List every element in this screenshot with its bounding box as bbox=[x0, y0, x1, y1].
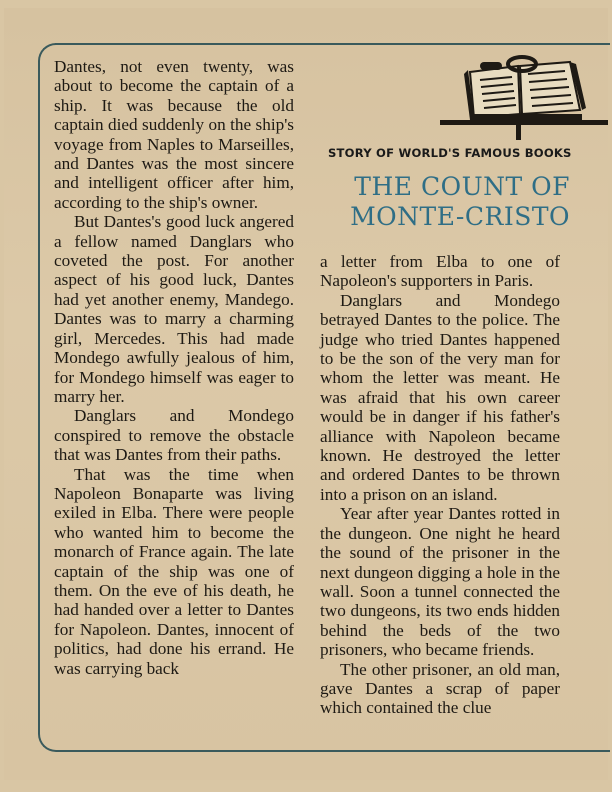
frame-border-left bbox=[38, 70, 40, 730]
title-line-2: MONTE-CRISTO bbox=[350, 202, 570, 231]
paragraph: Danglars and Mondego betrayed Dantes to the police. The judge who tried Dantes happened to be the son of the very man for whom the letter was meant. He was afraid that his own career would be in danger if his father's alliance with Napoleon became known. He destroyed the letter and ordered Dantes to be thrown into a prison on an island. bbox=[320, 290, 560, 504]
paragraph: The other prisoner, an old man, gave Dantes a scrap of paper which contained the clue bbox=[320, 659, 560, 718]
paragraph: a letter from Elba to one of Napoleon's supporters in Paris. bbox=[320, 252, 560, 291]
paragraph: That was the time when Napoleon Bonaparte was living exiled in Elba. There were people who wanted him to become the monarch of France again. The late captain of the ship was one of them. On the eve of his death, he had handed over a letter to Dantes for Napoleon. Dantes, innocent of politics, had done his errand. He was carrying back bbox=[54, 464, 294, 678]
open-book-on-lectern-icon bbox=[440, 52, 610, 142]
frame-corner-bottom-left bbox=[38, 720, 70, 752]
left-column bbox=[54, 57, 294, 678]
paragraph: Dantes, not even twenty, was about to become the captain of a ship. It was because the old captain died suddenly on the ship's voyage from Naples to Marseilles, and Dantes was the most sincere and intelligent officer after him, according to the ship's owner. bbox=[54, 57, 294, 212]
frame-border-top bbox=[55, 43, 610, 45]
right-column bbox=[320, 252, 560, 718]
page-title bbox=[330, 172, 570, 232]
title-line-1: THE COUNT OF bbox=[354, 172, 570, 201]
paragraph: Danglars and Mondego conspired to remove the obstacle that was Dantes from their paths. bbox=[54, 406, 294, 465]
paragraph: Year after year Dantes rotted in the dungeon. One night he heard the sound of the prisoner in the next dungeon digging a hole in the wall. Soon a tunnel connected the two dungeons, its two ends hidden behind the beds of the two prisoners, who became friends. bbox=[320, 504, 560, 660]
frame-border-bottom bbox=[66, 750, 610, 752]
series-label: STORY OF WORLD'S FAMOUS BOOKS bbox=[328, 146, 572, 160]
paragraph: But Dantes's good luck angered a fellow named Danglars who coveted the post. For another aspect of his good luck, Dantes had yet another enemy, Mandego. Dantes was to marry a charming girl, Mercedes. This had made Mondego awfully jealous of him, for Mondego himself was eager to marry her. bbox=[54, 212, 294, 406]
